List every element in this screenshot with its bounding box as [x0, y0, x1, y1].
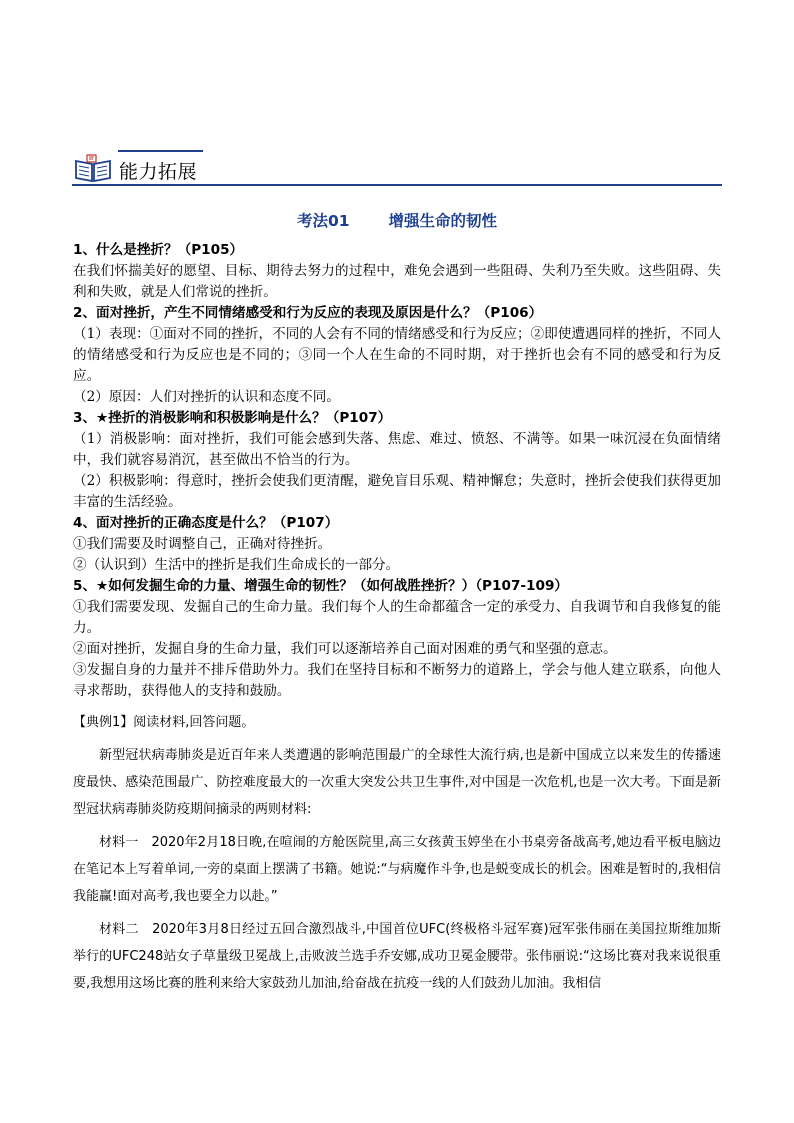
- section-title: 能力拓展: [119, 161, 198, 183]
- example-paragraph: 新型冠状病毒肺炎是近百年来人类遭遇的影响范围最广的全球性大流行病,也是新中国成立以来发生的传播速度最快、感染范围最广、防控难度最大的一次重大突发公共卫生事件,对中国是一次危机,也是一次大考。下面是新型冠状病毒肺炎防疫期间摘录的两则材料:: [73, 748, 721, 817]
- question-heading: 3、★挫折的消极影响和积极影响是什么？（P107）: [73, 410, 392, 426]
- question-heading: 2、面对挫折，产生不同情绪感受和行为反应的表现及原因是什么？（P106）: [73, 305, 543, 321]
- example-paragraph: 材料二 2020年3月8日经过五回合激烈战斗,中国首位UFC(终极格斗冠军赛)冠军张伟丽在美国拉斯维加斯举行的UFC248站女子草量级卫冕战上,击败波兰选手乔安娜,成功卫冕金腰带。张伟丽说:“这场比赛对我来说很重要,我想用这场比赛的胜利来给大家鼓劲儿加油,给奋战在抗疫一线的人们鼓劲儿加油。我相信: [73, 922, 721, 991]
- method-title: 考法01 增强生命的韧性: [297, 212, 497, 230]
- answer-text: ①我们需要及时调整自己，正确对待挫折。: [73, 536, 332, 552]
- answer-text: 在我们怀揣美好的愿望、目标、期待去努力的过程中，难免会遇到一些阻碍、失利乃至失败。这些阻碍、失利和失败，就是人们常说的挫折。: [73, 263, 721, 300]
- answer-text: （1）消极影响：面对挫折，我们可能会感到失落、焦虑、难过、愤怒、不满等。如果一味沉浸在负面情绪中，我们就容易消沉，甚至做出不恰当的行为。: [73, 431, 721, 468]
- knowledge-content: [73, 240, 721, 702]
- answer-text: （1）表现：①面对不同的挫折，不同的人会有不同的情绪感受和行为反应；②即使遭遇同样的挫折，不同人的情绪感受和行为反应也是不同的；③同一个人在生命的不同时期，对于挫折也会有不同的感受和行为反应。: [73, 326, 721, 384]
- question-heading: 5、★如何发掘生命的力量、增强生命的韧性？（如何战胜挫折？）（P107-109）: [73, 578, 569, 594]
- answer-text: ②面对挫折，发掘自身的生命力量，我们可以逐渐培养自己面对困难的勇气和坚强的意志。: [73, 641, 617, 657]
- header-top-line: [118, 150, 203, 152]
- book-icon: [74, 153, 112, 183]
- example-block: [73, 709, 721, 997]
- answer-text: ②（认识到）生活中的挫折是我们生命成长的一部分。: [73, 557, 400, 573]
- section-header: [72, 147, 722, 187]
- answer-text: （2）积极影响：得意时，挫折会使我们更清醒，避免盲目乐观、精神懈怠；失意时，挫折会使我们获得更加丰富的生活经验。: [73, 473, 721, 510]
- question-heading: 1、什么是挫折？（P105）: [73, 242, 244, 258]
- example-label: 【典例1】阅读材料,回答问题。: [73, 715, 255, 730]
- question-heading: 4、面对挫折的正确态度是什么？（P107）: [73, 515, 339, 531]
- answer-text: ③发掘自身的力量并不排斥借助外力。我们在坚持目标和不断努力的道路上，学会与他人建立联系，向他人寻求帮助，获得他人的支持和鼓励。: [73, 662, 721, 699]
- answer-text: ①我们需要发现、发掘自己的生命力量。我们每个人的生命都蕴含一定的承受力、自我调节和自我修复的能力。: [73, 599, 721, 636]
- example-paragraph: 材料一 2020年2月18日晚,在喧闹的方舱医院里,高三女孩黄玉婷坐在小书桌旁备战高考,她边看平板电脑边在笔记本上写着单词,一旁的桌面上摆满了书籍。她说:“与病魔作斗争,也是蜕变成长的机会。困难是暂时的,我相信我能赢!面对高考,我也要全力以赴。”: [73, 835, 721, 904]
- header-bottom-line: [72, 184, 722, 186]
- answer-text: （2）原因：人们对挫折的认识和态度不同。: [73, 389, 340, 405]
